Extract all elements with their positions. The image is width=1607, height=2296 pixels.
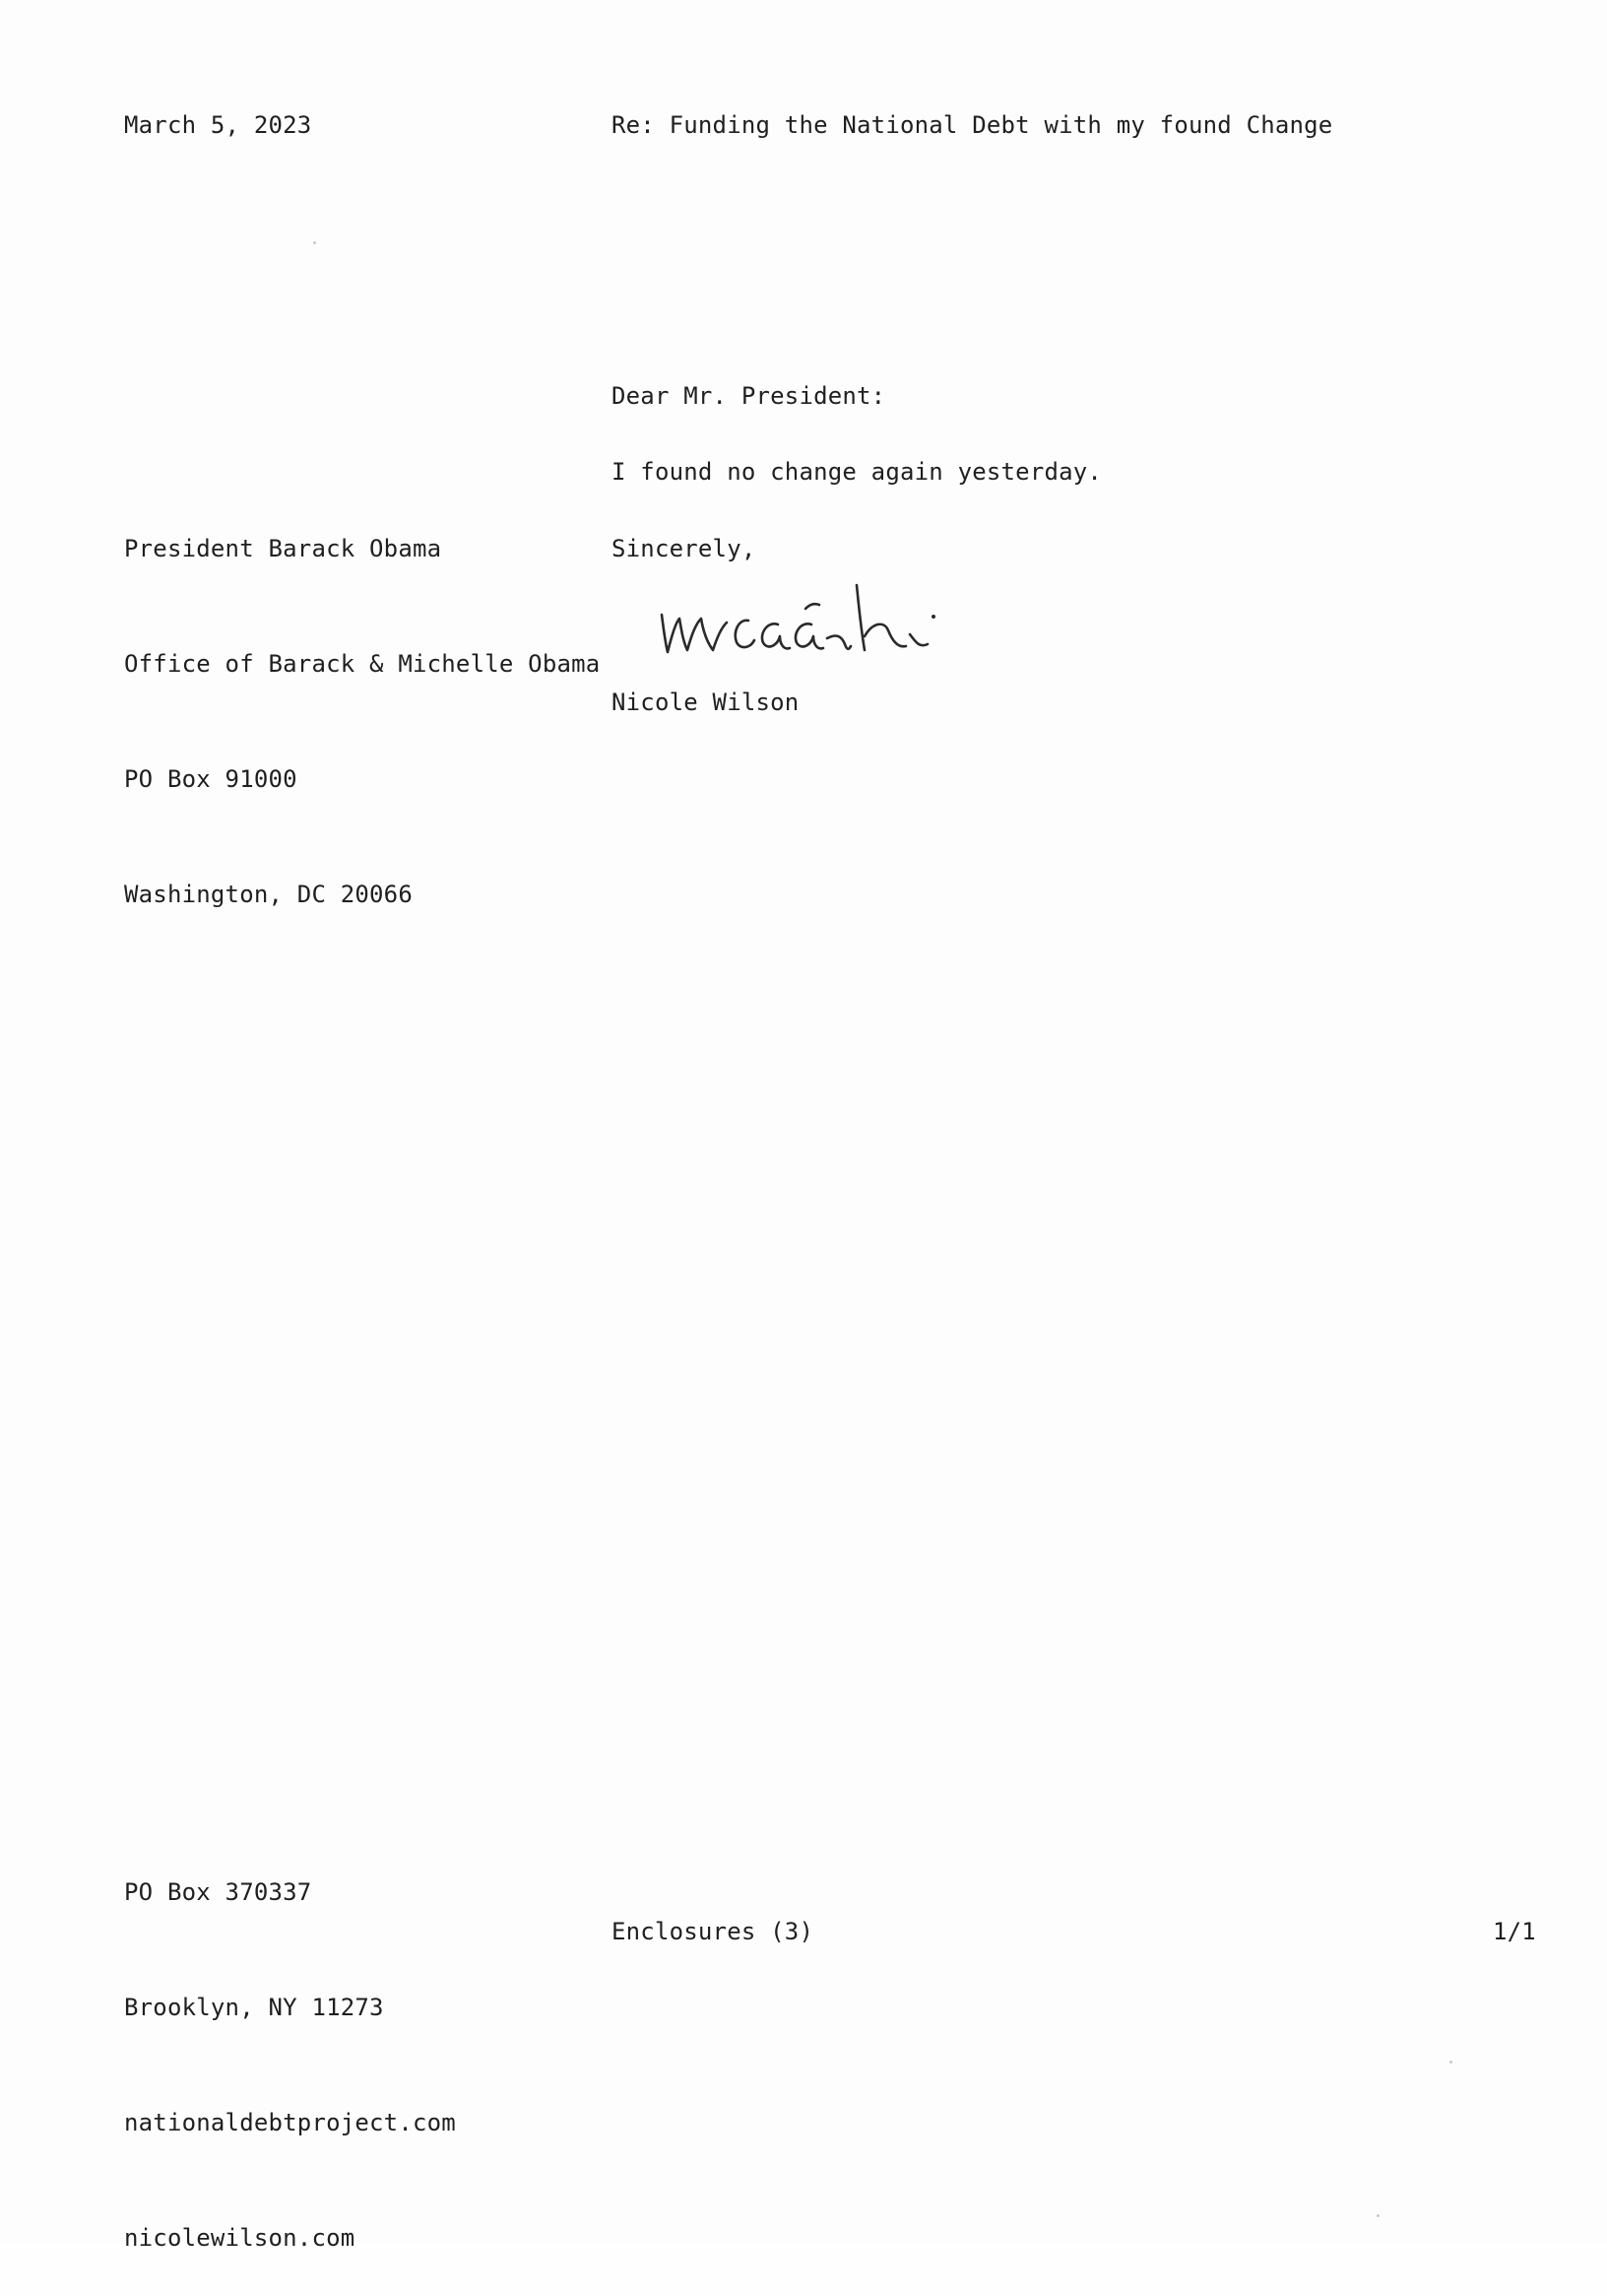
sender-address xyxy=(124,1797,456,2296)
letter-body: I found no change again yesterday. xyxy=(611,458,1103,486)
sender-line: nicolewilson.com xyxy=(124,2224,355,2252)
page-number: 1/1 xyxy=(1493,1918,1536,1945)
sender-line: PO Box 370337 xyxy=(124,1878,312,1906)
recipient-line: President Barack Obama xyxy=(124,535,442,562)
sender-line: nationaldebtproject.com xyxy=(124,2109,456,2136)
salutation: Dear Mr. President: xyxy=(611,382,886,410)
paper-speck xyxy=(313,241,316,244)
recipient-line: PO Box 91000 xyxy=(124,765,297,793)
recipient-line: Office of Barack & Michelle Obama xyxy=(124,650,601,678)
recipient-line: Washington, DC 20066 xyxy=(124,881,413,908)
recipient-address xyxy=(124,453,600,952)
sender-line: Brooklyn, NY 11273 xyxy=(124,1994,384,2021)
subject-line: Re: Funding the National Debt with my found Change xyxy=(611,111,1333,139)
enclosures-note: Enclosures (3) xyxy=(611,1918,814,1945)
paper-speck xyxy=(1449,2061,1452,2064)
letter-closing: Sincerely, xyxy=(611,535,756,562)
signer-name: Nicole Wilson xyxy=(611,689,800,716)
handwritten-signature xyxy=(654,579,969,670)
paper-speck xyxy=(1377,2214,1380,2217)
letter-date: March 5, 2023 xyxy=(124,111,312,139)
